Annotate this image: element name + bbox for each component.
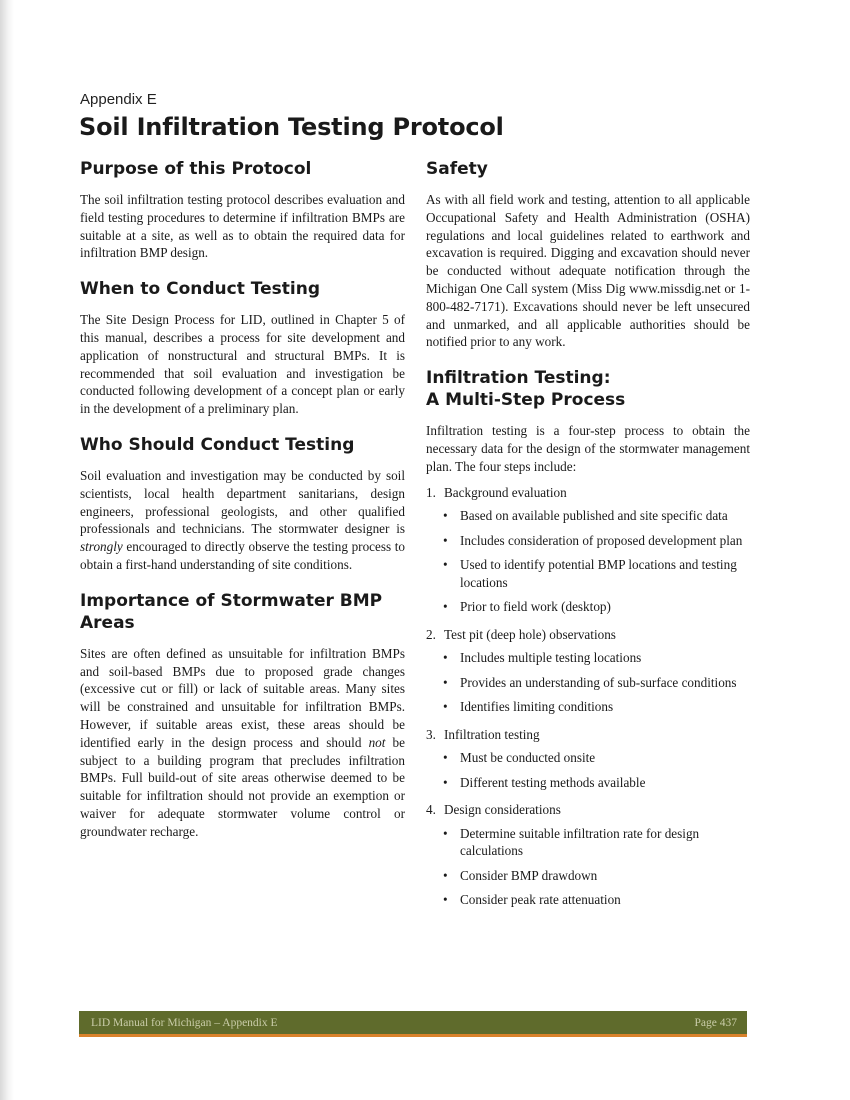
footer-manual-title: LID Manual for Michigan – Appendix E (91, 1016, 278, 1029)
testing-section (426, 367, 750, 908)
step-bullet-list (426, 825, 750, 909)
page-edge-shadow (0, 0, 14, 1100)
bullet-icon: • (443, 750, 448, 766)
safety-body: As with all field work and testing, attention to all applicable Occupational Safety and Health Administration (OSHA) regulations and local guidelines related to earthwork and excavation is required. Digging and excavation should never be conducted without adequate notification through the Michigan One Call system (Miss Dig www.missdig.net or 1-800-482-7171). Excavations should never be left unsecured and unmarked, and all applicable authorities should be notified prior to any work. (426, 192, 750, 350)
step-label: Infiltration testing (444, 726, 540, 742)
right-column (426, 158, 750, 919)
step-number: 3. (426, 726, 436, 742)
bullet-text: Used to identify potential BMP locations and testing locations (460, 557, 737, 590)
bullet-text: Prior to field work (desktop) (460, 599, 611, 615)
when-body: The Site Design Process for LID, outlined in Chapter 5 of this manual, describes a process for site development and application of nonstructural and structural BMPs. It is recommended that soil evaluation and investigation be conducted following development of a concept plan or early in the development of a preliminary plan. (80, 312, 405, 417)
bullet-item (443, 867, 750, 885)
bullet-text: Consider peak rate attenuation (460, 892, 621, 908)
importance-heading: Importance of Stormwater BMP Areas (80, 590, 383, 633)
who-body (80, 467, 405, 574)
bullet-text: Consider BMP drawdown (460, 867, 598, 883)
bullet-item (443, 556, 750, 591)
who-body-text-1: Soil evaluation and investigation may be conducted by soil scientists, local health department sanitarians, design engineers, professional geologists, and other qualified professionals and technicians. The stormwater designer is (80, 467, 405, 537)
testing-heading (426, 367, 750, 411)
safety-heading: Safety (426, 159, 488, 179)
footer-page-number: Page 437 (694, 1016, 737, 1029)
bullet-icon: • (443, 532, 448, 548)
step-item (426, 726, 750, 792)
bullet-icon: • (443, 699, 448, 715)
bullet-icon: • (443, 599, 448, 615)
left-column (80, 158, 405, 857)
importance-section (80, 590, 405, 841)
purpose-body: The soil infiltration testing protocol describes evaluation and field testing procedures to determine if infiltration BMPs are suitable at a site, as well as to obtain the required data for infiltration BMP design. (80, 192, 405, 261)
importance-body-emphasis: not (368, 734, 386, 750)
step-header (426, 626, 750, 644)
step-label: Background evaluation (444, 484, 567, 500)
bullet-item (443, 649, 750, 667)
step-item (426, 484, 750, 616)
bullet-item (443, 774, 750, 792)
importance-body-text-1: Sites are often defined as unsuitable for infiltration BMPs and soil-based BMPs due to proposed grade changes (excessive cut or fill) or lack of suitable areas. Many sites will be constrained and unsuitable for infiltration BMPs. However, if suitable areas exist, these areas should be identified early in the design process and should (80, 645, 405, 750)
step-number: 4. (426, 802, 436, 818)
bullet-icon: • (443, 892, 448, 908)
testing-steps-list (426, 484, 750, 909)
purpose-section (80, 158, 405, 262)
step-bullet-list (426, 649, 750, 716)
when-heading: When to Conduct Testing (80, 279, 320, 300)
bullet-text: Provides an understanding of sub-surface conditions (460, 674, 737, 690)
step-header (426, 484, 750, 502)
bullet-item (443, 891, 750, 909)
bullet-text: Based on available published and site specific data (460, 508, 728, 524)
bullet-icon: • (443, 825, 448, 841)
who-heading: Who Should Conduct Testing (80, 434, 355, 455)
step-item (426, 801, 750, 909)
bullet-icon: • (443, 774, 448, 790)
bullet-icon: • (443, 508, 448, 524)
bullet-text: Identifies limiting conditions (460, 699, 614, 715)
step-label: Test pit (deep hole) observations (444, 626, 616, 642)
bullet-text: Must be conducted onsite (460, 750, 596, 766)
bullet-item (443, 598, 750, 616)
bullet-text: Different testing methods available (460, 774, 646, 790)
safety-section (426, 158, 750, 351)
bullet-text: Includes consideration of proposed development plan (460, 532, 743, 548)
bullet-item (443, 507, 750, 525)
bullet-icon: • (443, 557, 448, 573)
testing-heading-line-2: A Multi-Step Process (426, 390, 626, 411)
appendix-label: Appendix E (80, 91, 157, 108)
step-bullet-list (426, 507, 750, 616)
bullet-icon: • (443, 867, 448, 883)
document-title: Soil Infiltration Testing Protocol (79, 113, 504, 141)
footer-bar (79, 1011, 747, 1037)
step-label: Design considerations (444, 802, 561, 818)
testing-heading-line-1: Infiltration Testing: (426, 368, 611, 389)
bullet-item (443, 825, 750, 860)
bullet-icon: • (443, 674, 448, 690)
importance-body (80, 645, 405, 841)
step-number: 1. (426, 484, 436, 500)
purpose-heading: Purpose of this Protocol (80, 159, 312, 179)
who-body-emphasis: strongly (80, 539, 123, 555)
when-section (80, 278, 405, 418)
bullet-text: Determine suitable infiltration rate for design calculations (460, 825, 700, 859)
who-body-text-2: encouraged to directly observe the testing process to obtain a first-hand understanding of site conditions. (80, 539, 405, 572)
step-bullet-list (426, 749, 750, 791)
bullet-icon: • (443, 650, 448, 666)
bullet-item (443, 749, 750, 767)
bullet-item (443, 674, 750, 692)
bullet-text: Includes multiple testing locations (460, 650, 642, 666)
step-header (426, 801, 750, 819)
bullet-item (443, 698, 750, 716)
step-item (426, 626, 750, 716)
step-number: 2. (426, 626, 436, 642)
bullet-item (443, 532, 750, 550)
who-section (80, 434, 405, 574)
step-header (426, 726, 750, 744)
importance-body-text-2: be subject to a building program that precludes infiltration BMPs. Full build-out of site areas otherwise deemed to be suitable for infiltration should not provide an exemption or waiver for adequate stormwater volume control or groundwater recharge. (80, 734, 406, 839)
testing-body: Infiltration testing is a four-step process to obtain the necessary data for the design of the stormwater management plan. The four steps include: (426, 423, 750, 474)
